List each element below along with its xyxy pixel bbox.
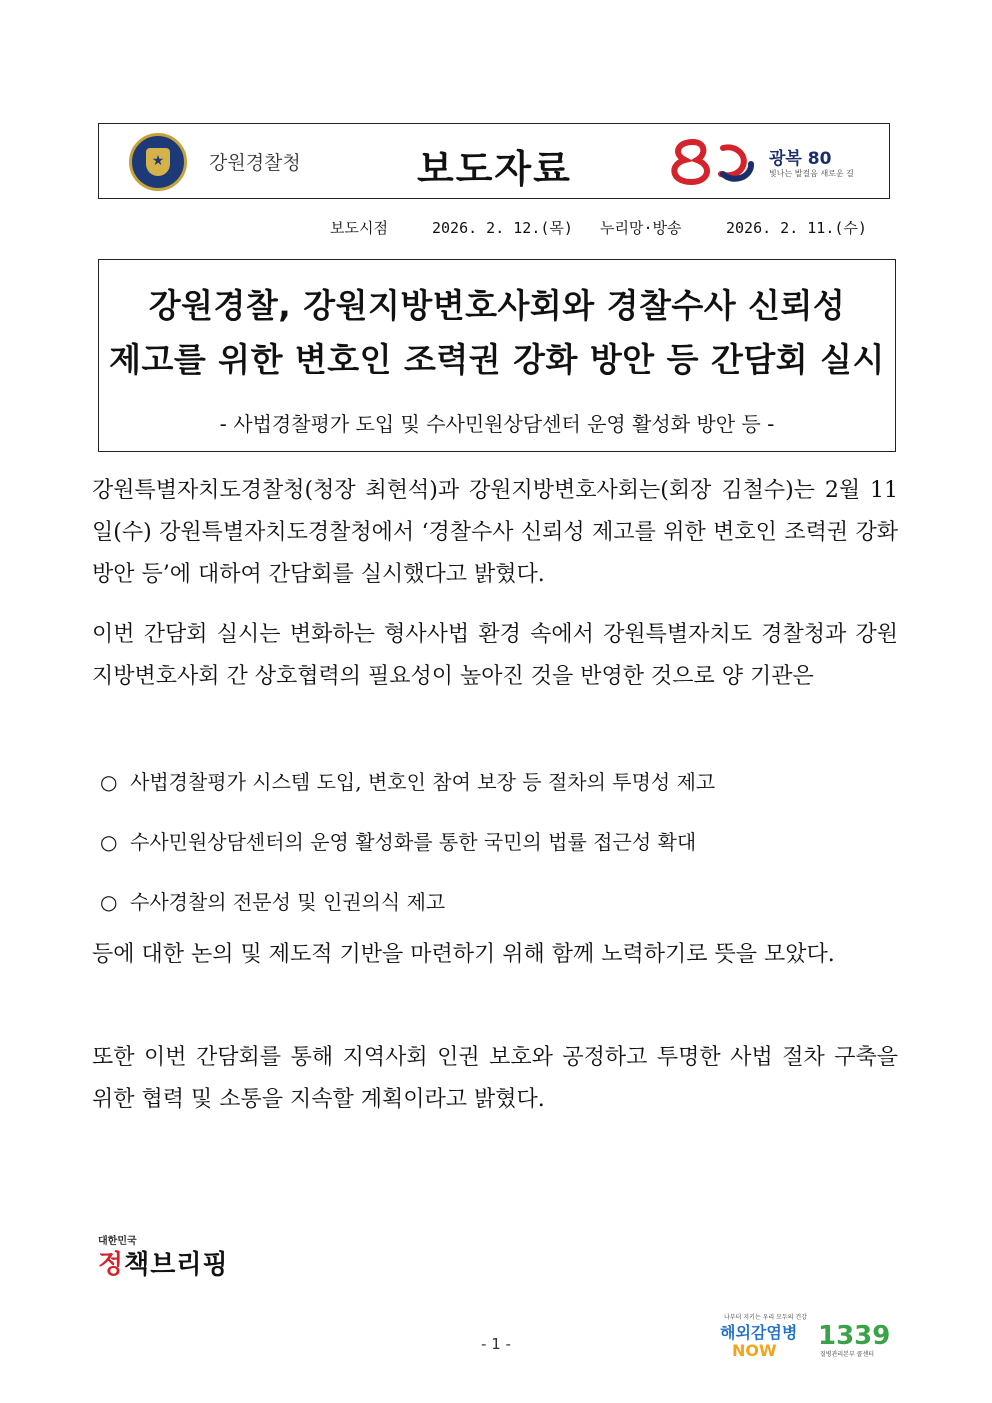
liberation-80th-logo	[663, 134, 873, 188]
press-release-header	[98, 123, 890, 199]
agency-name: 강원경찰청	[209, 152, 301, 174]
body-paragraph-2: 이번 간담회 실시는 변화하는 형사사법 환경 속에서 강원특별자치도 경찰청과 강원지방변호사회 간 상호협력의 필요성이 높아진 것을 반영한 것으로 양 기관은	[92, 622, 898, 689]
headline-box	[98, 259, 896, 452]
disease-logo-now: NOW	[732, 1341, 777, 1360]
bullet-item	[100, 886, 445, 915]
police-emblem-icon: ★	[129, 133, 187, 191]
headline-line-2: 제고를 위한 변호인 조력권 강화 방안 등 간담회 실시	[109, 340, 885, 379]
bullet-circle-icon: ○	[100, 770, 118, 794]
online-release-label: 누리망·방송	[600, 219, 682, 237]
hotline-1339-subtitle: 질병관리본부 콜센터	[820, 1351, 875, 1358]
embargo-label: 보도시점	[330, 219, 388, 237]
bullet-item	[100, 766, 715, 795]
briefing-logo-small-text: 대한민국	[98, 1236, 137, 1247]
headline-line-1: 강원경찰, 강원지방변호사회와 경찰수사 신뢰성	[148, 286, 846, 325]
headline-subtitle: - 사법경찰평가 도입 및 수사민원상담센터 운영 활성화 방안 등 -	[219, 412, 775, 436]
anniversary-subtitle: 빛나는 발걸음 새로운 길	[769, 169, 854, 178]
bullet-text: 수사민원상담센터의 운영 활성화를 통한 국민의 법률 접근성 확대	[130, 830, 697, 854]
bullet-text: 사법경찰평가 시스템 도입, 변호인 참여 보장 등 절차의 투명성 제고	[130, 770, 716, 794]
bullet-item	[100, 826, 696, 855]
80th-anniversary-icon	[663, 134, 767, 188]
policy-briefing-logo	[98, 1232, 238, 1280]
body-paragraph-4: 또한 이번 간담회를 통해 지역사회 인권 보호와 공정하고 투명한 사법 절차 구축을 위한 협력 및 소통을 지속할 계획이라고 밝혔다.	[92, 1045, 898, 1112]
disease-logo-tagline: 나부터 지키는 우리 모두의 건강	[724, 1314, 807, 1321]
briefing-logo-text: 정책브리핑	[98, 1250, 229, 1280]
campaign-logos	[718, 1312, 908, 1362]
document-type-title: 보도자료	[417, 147, 572, 191]
bullet-circle-icon: ○	[100, 830, 118, 854]
bullet-text: 수사경찰의 전문성 및 인권의식 제고	[130, 890, 446, 914]
embargo-date: 2026. 2. 12.(목)	[432, 219, 573, 237]
online-release-date: 2026. 2. 11.(수)	[726, 219, 867, 237]
bullet-circle-icon: ○	[100, 890, 118, 914]
disease-logo-main: 해외감염병	[720, 1323, 798, 1342]
page-number: - 1 -	[481, 1335, 511, 1353]
body-paragraph-3: 등에 대한 논의 및 제도적 기반을 마련하기 위해 함께 노력하기로 뜻을 모았다.	[92, 942, 835, 967]
hotline-1339-logo: 1339	[818, 1321, 891, 1351]
body-paragraph-1: 강원특별자치도경찰청(청장 최현석)과 강원지방변호사회는(회장 김철수)는 2월 11일(수) 강원특별자치도경찰청에서 ‘경찰수사 신뢰성 제고를 위한 변호인 조력권 강화 방안 등’에 대하여 간담회를 실시했다고 밝혔다.	[92, 478, 898, 587]
disease-campaign-icon	[718, 1312, 908, 1362]
anniversary-title: 광복 80	[769, 149, 832, 169]
